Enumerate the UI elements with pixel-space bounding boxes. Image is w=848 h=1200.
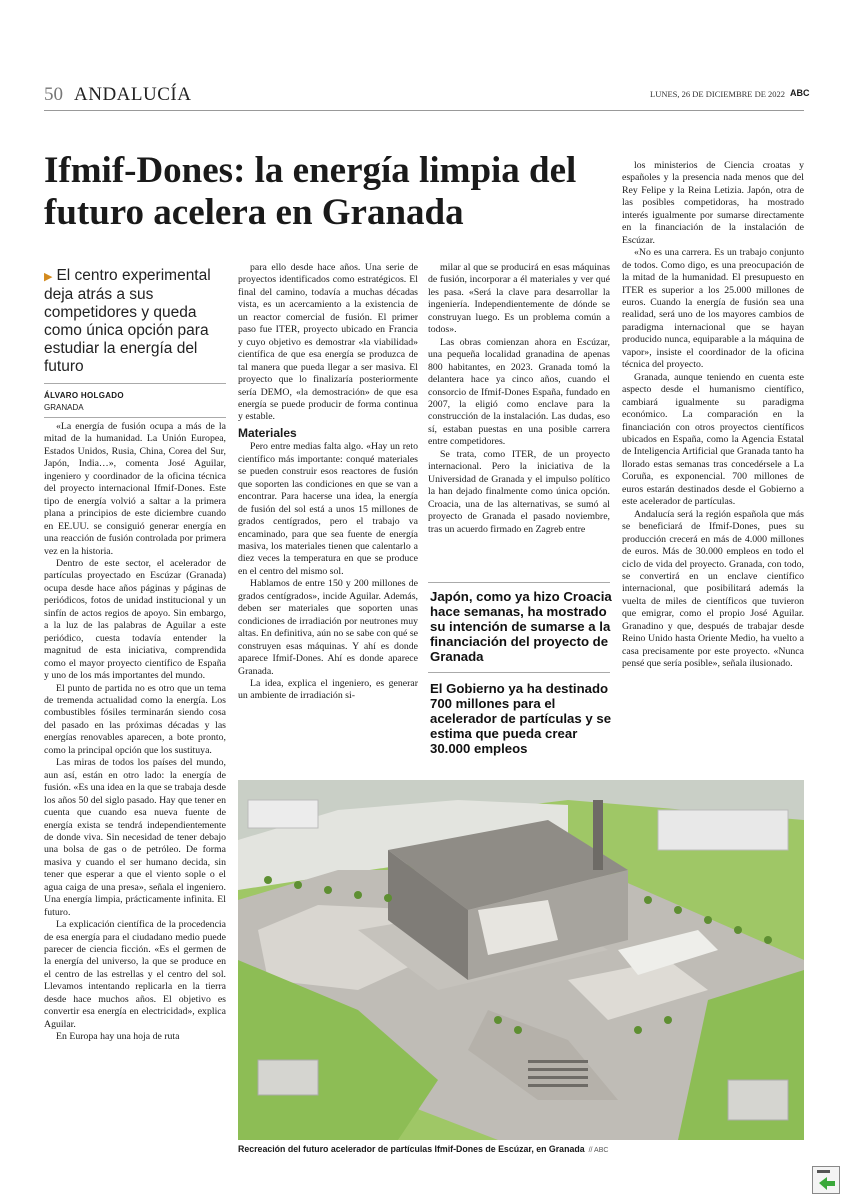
- location: GRANADA: [44, 403, 84, 412]
- byline: [44, 390, 226, 414]
- paragraph: La explicación científica de la procedencia de esa energía para el ciudadano medio puede parecer de ciencia ficción. «Es el germen de la energía del universo, la que se produce en el centro de las estrellas y el centro del sol. Llevamos intentando replicarla en la tierra desde hace muchos años. El objetivo es convertir esa energía en electricidad», explica Aguilar.: [44, 919, 226, 1030]
- paragraph: Dentro de este sector, el acelerador de partículas proyectado en Escúzar (Granada) ocupa desde hace años páginas y páginas de periódicos, fotos de unidad institucional y un sinfín de actos regios de apoyo. Sin embargo, a la luz de las palabras de Aguilar a este periódico, cuesta todavía entender la magnitud de esta iniciativa, comprendida como el mayor proyecto científico de España y uno de los más importantes del mundo.: [44, 557, 226, 682]
- pullquote-1: Japón, como ya hizo Croacia hace semanas, ha mostrado su intención de sumarse a la financiación del proyecto de Granada: [430, 589, 612, 664]
- paragraph: «La energía de fusión ocupa a más de la mitad de la humanidad. La Unión Europea, Estados Unidos, Rusia, China, Corea del Sur, Japón, India…», comenta José Aguilar, ingeniero y coordinador de la oficina técnica del proyecto internacional Ifmif-Dones. Este tipo de energía volvió a saltar a la primera plana a principios de este diciembre cuando en EE.UU. se consiguió generar energía en una reacción de fusión controlada por primera vez en la historia.: [44, 421, 226, 557]
- paragraph: En Europa hay una hoja de ruta: [56, 1031, 180, 1043]
- triangle-bullet-icon: ▶: [44, 271, 53, 283]
- paragraph: El punto de partida no es otro que un tema de tremenda actualidad como la energía. Los combustibles fósiles terminarán siendo cosa del pasado en las próximas décadas y las energías renovables aparecen, a bote pronto, como la principal opción que los sustituya.: [44, 682, 226, 756]
- paragraph: Las obras comienzan ahora en Escúzar, una pequeña localidad granadina de apenas 800 habitantes, en 2023. Granada tomó la delantera hace ya cinco años, cuando el consorcio de Ifmif-Dones España, fundado en 2007, la eligió como enclave para la construcción de la instalación. Las dudas, eso sí, estaban puestas en una posible carrera entre competidores.: [428, 336, 610, 448]
- header-rule: [44, 110, 804, 111]
- pullquote-rule-middle: [428, 672, 610, 673]
- headline: Ifmif-Dones: la energía limpia del futuro acelera en Granada: [44, 150, 577, 233]
- green-arrow-icon: [813, 1167, 839, 1193]
- caption-text: Recreación del futuro acelerador de partículas Ifmif-Dones de Escúzar, en Granada: [238, 1144, 585, 1154]
- paragraph: milar al que se producirá en esas máquinas de fusión, incorporar a él materiales y ver qué les pasa. «Será la clave para desarrollar la ingeniería. Independientemente de dónde se construyan luego. Es un problema común a todos».: [428, 262, 610, 336]
- paragraph: Andalucía será la región española que más se beneficiará de Ifmif-Dones, pues su producción crecerá en más de 4.000 millones de euros. Más de 30.000 empleos en todo el ciclo de vida del proyecto. Granada, con todo, se convertirá en un enclave científico internacional, que posibilitará además la vuelta de miles de científicos que tuvieron que emigrar, como el propio José Aguilar. Granadino y que, después de trabajar desde Reino Unido hasta Oriente Medio, ha vuelto a casa precisamente por este proyecto. «Nunca pensé que sería posible», señala ilusionado.: [622, 508, 804, 670]
- body-column-1: [44, 421, 226, 1044]
- body-column-2: [238, 262, 418, 703]
- paragraph: Pero entre medias falta algo. «Hay un reto científico más importante: conqué materiales se pueden construir esos reactores de fusión que soporten las condiciones en que se van a encontrar. Para hacerse una idea, la energía de fusión del sol está a unos 15 millones de grados centígrados, pero el trabajo va encaminado, para que sea fuente de energía masiva, los materiales tienen que calentarlo a diez veces la temperatura en que se produce en el centro del mismo sol.: [238, 441, 418, 577]
- paragraph: los ministerios de Ciencia croatas y españoles y la presencia nada menos que del Rey Felipe y la Reina Letizia. Japón, otra de las posibles competidoras, ha mostrado interés igualmente por sumarse directamente en la financiación de la instalación de Escúzar.: [622, 160, 804, 246]
- body-column-2-top: [238, 262, 418, 424]
- brand-logo: ABC: [790, 88, 810, 98]
- issue-date: LUNES, 26 DE DICIEMBRE DE 2022: [650, 89, 786, 99]
- paragraph: Las miras de todos los países del mundo, aun así, están en otro lado: la energía de fusión. «Es una idea en la que se trabaja desde los años 50 del siglo pasado. Hay que tener en cuenta que cuando esa nueva fuente de energía exista se tendrá independientemente de donde viva. Sin necesidad de tener debajo una bolsa de gas o de petróleo. De forma masiva y cuando el ser humano decida, sin tener que esperar a que el viento sople o el agua caiga de una presa», señala el ingeniero. Una energía limpia, prácticamente infinita. El futuro.: [44, 757, 226, 918]
- author: ÁLVARO HOLGADO: [44, 391, 124, 400]
- photo-credit: // ABC: [588, 1147, 609, 1154]
- accelerator-rendering-image: [238, 780, 804, 1140]
- pullquote-2: El Gobierno ya ha destinado 700 millones para el acelerador de partículas y se estima que pueda crear 30.000 empleos: [430, 681, 612, 756]
- section-title: ANDALUCÍA: [74, 84, 192, 105]
- paragraph: para ello desde hace años. Una serie de proyectos identificados como estratégicos. El final del camino, todavía a muchas décadas vista, es un acercamiento a la existencia de un reactor comercial de fusión. El primer paso fue ITER, proyecto ubicado en Francia y cuyo objetivo es demostrar «la viabilidad» científica de que esa energía se produzca de tal manera que pueda llegar a ser masiva. El proyecto que lo finalizaría posteriormente sería DEMO, «la demostración» de que esa energía se puede producir de forma continua y estable.: [238, 262, 418, 423]
- body-column-3: [428, 262, 610, 536]
- photo-caption: [238, 1144, 804, 1154]
- paragraph: Hablamos de entre 150 y 200 millones de grados centígrados», incide Aguilar. Además, deben ser materiales que soporten unas condiciones de irradiación por neutrones muy altas. En definitiva, aún no se sabe con qué se construyen esas máquinas. Y ahí es donde aparece Ifmif-Dones. Ahí es donde aparece Granada.: [238, 578, 418, 677]
- pullquote-rule-top: [428, 582, 610, 583]
- lead-summary: [44, 267, 226, 376]
- subheading-materiales: Materiales: [238, 425, 297, 440]
- paragraph: Se trata, como ITER, de un proyecto internacional. Pero la iniciativa de la Universidad de Granada y el impulso político la han dejado finalmente como única opción. Croacia, una de las alternativas, se sumó al proyecto de Granada el pasado noviembre, tras un acuerdo firmado en Zagreb entre: [428, 448, 610, 535]
- page-number: 50: [44, 84, 63, 105]
- lead-text: El centro experimental deja atrás a sus competidores y queda como única opción para estudiar la energía del futuro: [44, 267, 211, 375]
- body-column-2-bottom: [238, 441, 418, 703]
- body-column-4: [622, 160, 804, 671]
- paragraph: «No es una carrera. Es un trabajo conjunto de todos. Como digo, es una preocupación de la mitad de la humanidad. El presupuesto en ITER es superior a los 25.000 millones de euros. Cuando la energía de fusión sea una realidad, será uno de los mayores cambios de paradigma internacional que se hayan producido nunca, equiparable a la máquina de vapor», insiste el coordinador de la oficina técnica del proyecto.: [622, 247, 804, 371]
- lead-rule: [44, 383, 226, 384]
- next-page-button[interactable]: [812, 1166, 840, 1194]
- paragraph: Granada, aunque teniendo en cuenta este aspecto desde el humanismo científico, cambiará igualmente su paradigma económico. La comparación en la financiación con otros proyectos científicos ubicados en España, como la Agencia Estatal de Inteligencia Artificial que Granada tanto ha llorado estas semanas tras concedérsele a La Coruña, es exponencial. 700 millones de euros estarán destinados desde el Gobierno a este acelerador de partículas.: [622, 371, 804, 508]
- paragraph: La idea, explica el ingeniero, es generar un ambiente de irradiación si-: [238, 677, 418, 702]
- byline-rule: [44, 417, 226, 418]
